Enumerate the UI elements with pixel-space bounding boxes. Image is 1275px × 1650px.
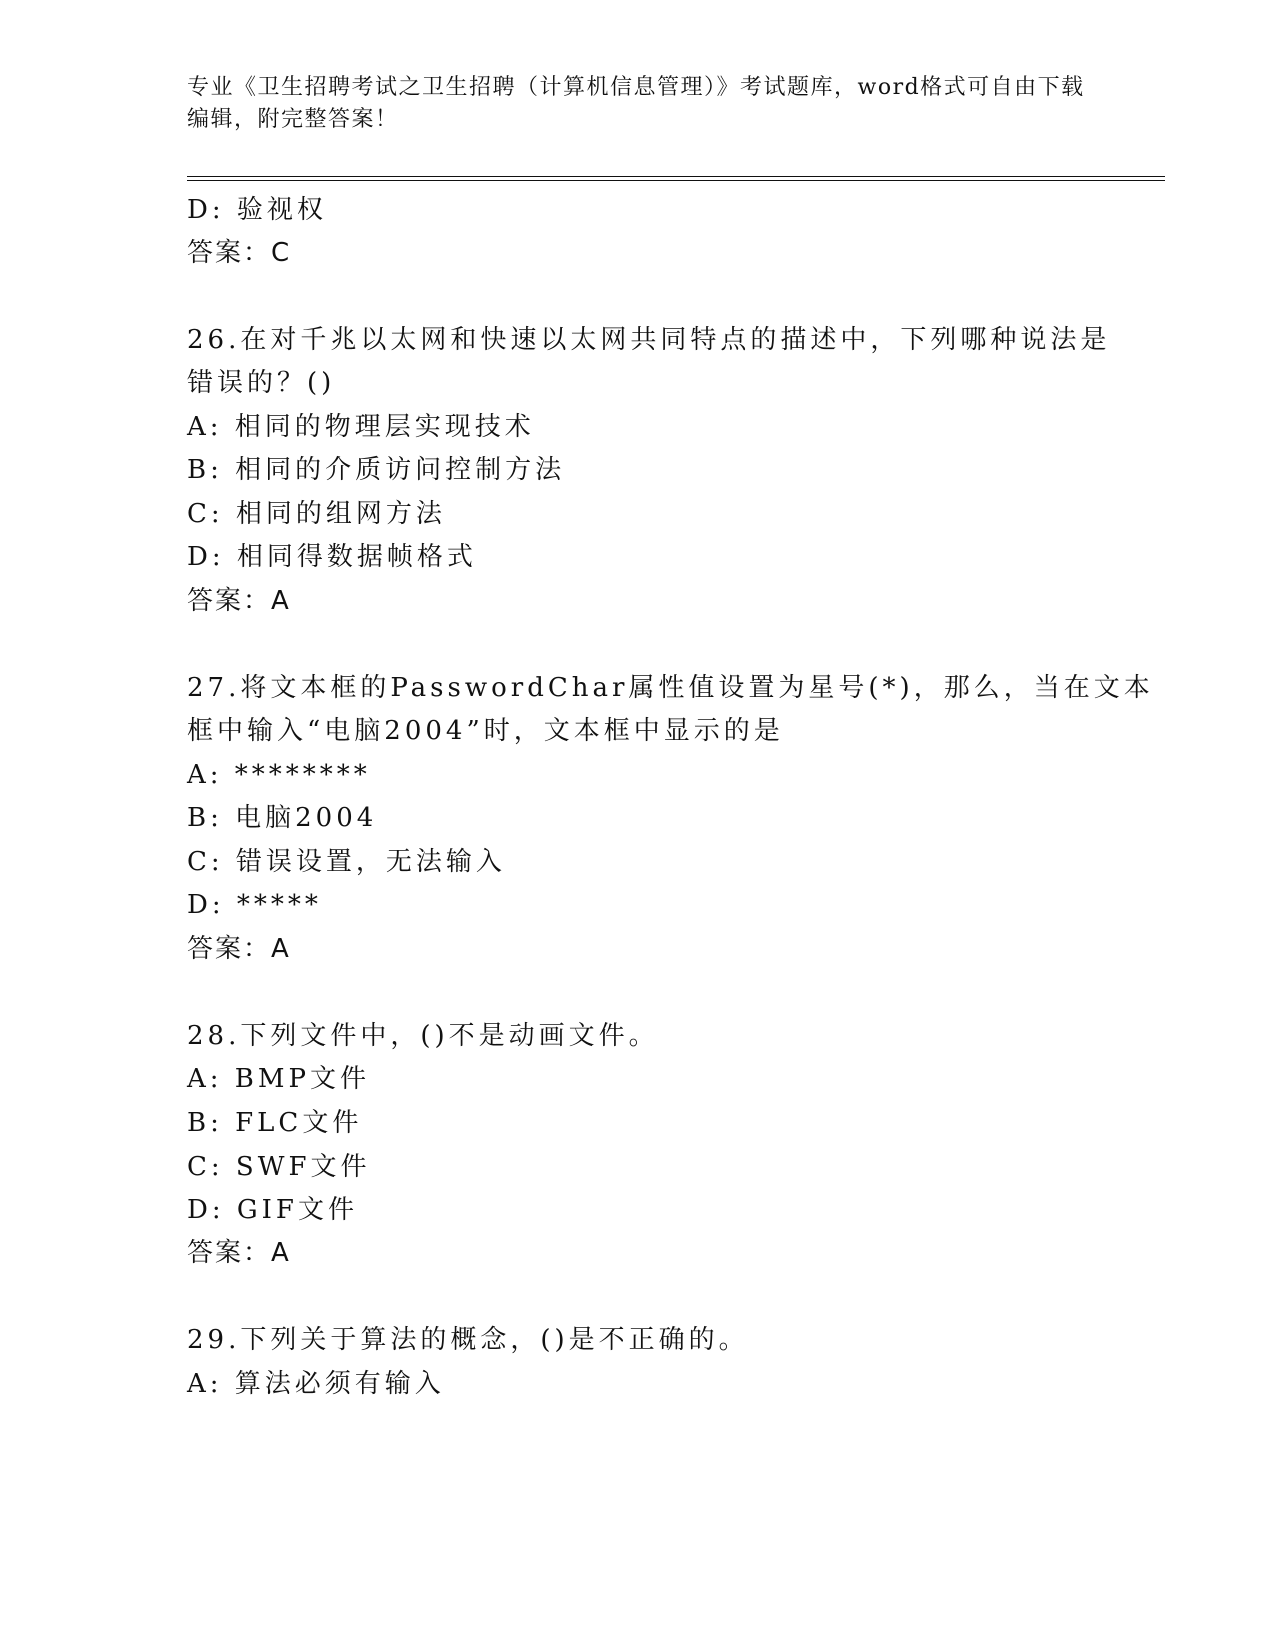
q26-option-b: B: 相同的介质访问控制方法 xyxy=(187,455,566,485)
q27-option-c: C: 错误设置，无法输入 xyxy=(187,847,506,877)
q28-option-d: D: GIF文件 xyxy=(187,1195,358,1225)
header-divider xyxy=(187,176,1165,181)
q25-answer: 答案：C xyxy=(187,238,292,268)
document-header: 专业《卫生招聘考试之卫生招聘（计算机信息管理）》考试题库，word格式可自由下载编辑，附完整答案！ xyxy=(187,75,1085,132)
q29-stem-line1: 29.下列关于算法的概念，()是不正确的。 xyxy=(187,1325,749,1355)
q26-stem-line2: 错误的？() xyxy=(187,368,336,398)
q28-option-a: A: BMP文件 xyxy=(187,1064,371,1094)
q29-option-a: A: 算法必须有输入 xyxy=(187,1369,445,1399)
q26-answer: 答案：A xyxy=(187,586,291,616)
q26-stem-line1: 26.在对千兆以太网和快速以太网共同特点的描述中，下列哪种说法是 xyxy=(187,325,1111,355)
q28-option-b: B: FLC文件 xyxy=(187,1108,363,1138)
q27-stem-line1: 27.将文本框的PasswordChar属性值设置为星号(*)，那么，当在文本 xyxy=(187,673,1154,703)
q27-stem-line2: 框中输入“电脑2004”时，文本框中显示的是 xyxy=(187,716,784,746)
q27-answer: 答案：A xyxy=(187,934,291,964)
q26-option-c: C: 相同的组网方法 xyxy=(187,499,446,529)
q28-option-c: C: SWF文件 xyxy=(187,1152,371,1182)
q27-option-d: D: ***** xyxy=(187,890,322,920)
q28-stem-line1: 28.下列文件中，()不是动画文件。 xyxy=(187,1021,659,1051)
q27-option-a: A: ******** xyxy=(187,760,371,790)
q26-option-d: D: 相同得数据帧格式 xyxy=(187,542,477,572)
q25-option-d: D: 验视权 xyxy=(187,195,327,225)
q28-answer: 答案：A xyxy=(187,1238,291,1268)
q26-option-a: A: 相同的物理层实现技术 xyxy=(187,412,535,442)
q27-option-b: B: 电脑2004 xyxy=(187,803,378,833)
